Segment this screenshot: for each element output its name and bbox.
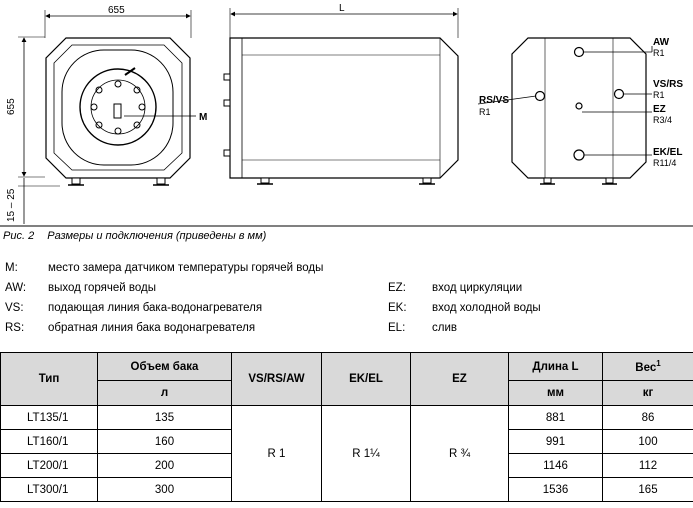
conn-rsvs-code: RS/VS [479,95,510,106]
cell-type: LT300/1 [1,478,98,502]
figure-caption-text: Размеры и подключения (приведены в мм) [47,230,267,242]
cell-volume: 300 [98,478,232,502]
cell-volume: 200 [98,454,232,478]
conn-aw-code: AW [653,37,670,48]
cell-length: 1536 [509,478,603,502]
cell-ez: R ¾ [411,406,509,502]
header-length-unit: мм [509,381,603,406]
cell-length: 991 [509,430,603,454]
rear-view [478,38,652,184]
cell-volume: 135 [98,406,232,430]
figure-number: Рис. 2 [3,230,35,242]
header-weight: Вес$^1$ [603,353,693,381]
header-ek-el: EK/EL [322,353,411,406]
cell-type: LT135/1 [1,406,98,430]
conn-ez-code: EZ [653,104,666,115]
cell-ek-el: R 1¼ [322,406,411,502]
figure-caption [3,230,266,242]
header-weight-unit: кг [603,381,693,406]
dim-length-label: L [339,3,345,14]
cell-type: LT160/1 [1,430,98,454]
header-volume-unit: л [98,381,232,406]
cell-weight: 86 [603,406,693,430]
cell-weight: 112 [603,454,693,478]
cell-weight: 165 [603,478,693,502]
header-type: Тип [1,353,98,406]
conn-ez-thread: R3/4 [653,115,673,125]
cell-length: 881 [509,406,603,430]
conn-ekel-thread: R11/4 [653,158,677,168]
dim-height-label: 655 [6,98,17,115]
spec-table [0,352,693,502]
conn-vsrs-code: VS/RS [653,79,684,90]
conn-aw-thread: R1 [653,48,665,58]
cell-type: LT200/1 [1,454,98,478]
dim-width-label: 655 [108,5,125,16]
conn-rsvs-thread: R1 [479,107,491,117]
conn-ekel-code: EK/EL [653,147,683,158]
front-view [6,5,207,224]
cell-length: 1146 [509,454,603,478]
table-row [1,406,693,430]
cell-volume: 160 [98,430,232,454]
side-view [224,3,458,184]
technical-drawing [0,0,693,232]
dim-feet-label: 15 – 25 [6,188,17,222]
header-length: Длина L [509,353,603,381]
weight-footnote: 1 [656,359,661,369]
header-volume: Объем бака [98,353,232,381]
conn-vsrs-thread: R1 [653,90,665,100]
header-ez: EZ [411,353,509,406]
header-vs-rs-aw: VS/RS/AW [232,353,322,406]
cell-vs-rs-aw: R 1 [232,406,322,502]
marker-m-label: M [199,112,208,123]
cell-weight: 100 [603,430,693,454]
